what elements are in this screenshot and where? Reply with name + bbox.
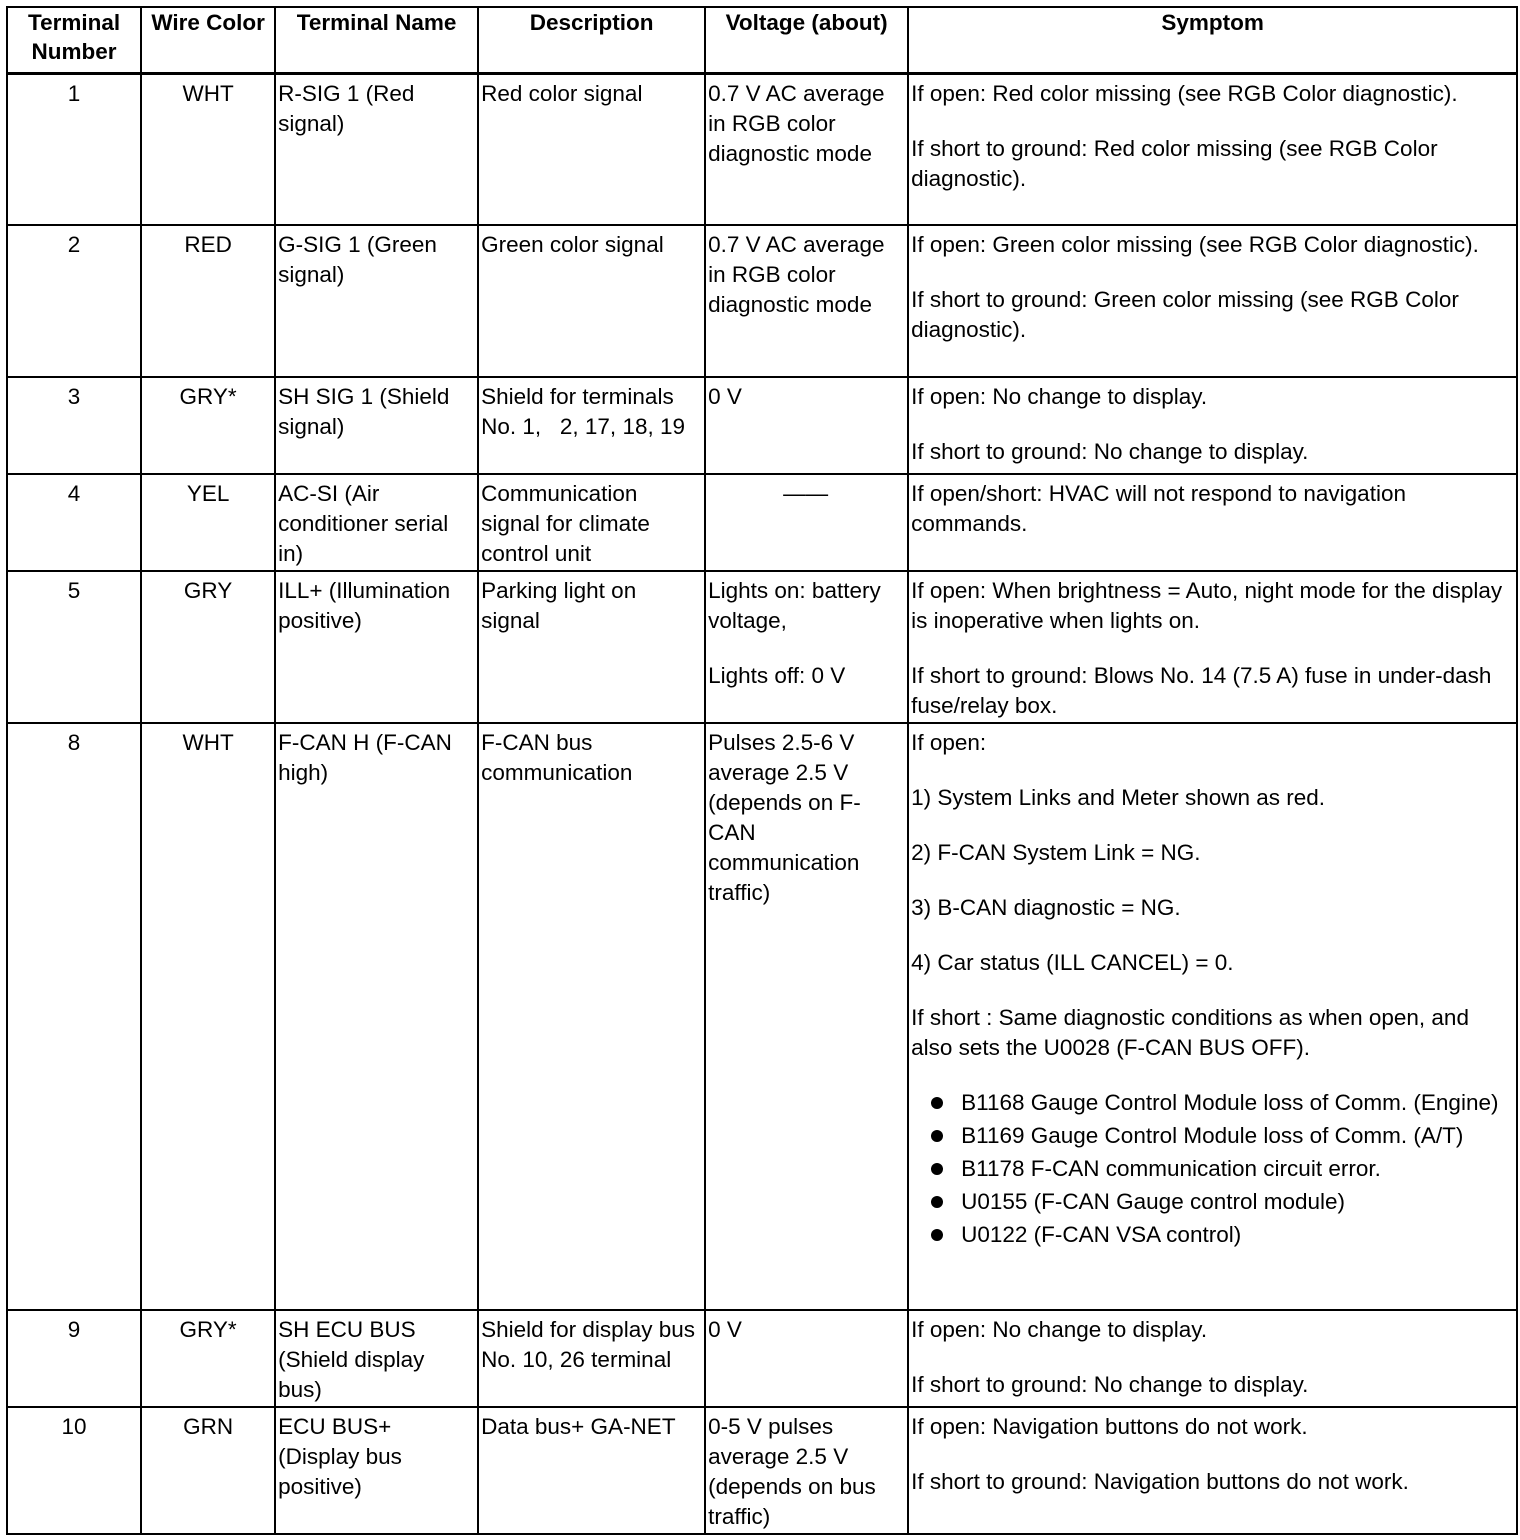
bullet-icon (931, 1229, 943, 1241)
header-row (7, 7, 1517, 73)
table-row (7, 1310, 1517, 1407)
list-item (931, 1121, 1512, 1151)
header-description: Description (478, 7, 705, 73)
symptom-line: If short to ground: No change to display. (911, 1372, 1309, 1397)
table-row (7, 723, 1517, 1310)
terminal-name: ECU BUS+ (Display bus positive) (275, 1407, 478, 1534)
voltage: 0.7 V AC average in RGB color diagnostic mode (705, 73, 908, 225)
terminal-name: SH SIG 1 (Shield signal) (275, 377, 478, 474)
list-item (931, 1220, 1512, 1250)
bullet-icon (931, 1163, 943, 1175)
wire-color: WHT (141, 73, 275, 225)
table-row (7, 73, 1517, 225)
wire-color: GRY (141, 571, 275, 723)
code-list (911, 1088, 1512, 1250)
symptom-line: If open/short: HVAC will not respond to navigation commands. (911, 481, 1406, 536)
symptom-line: 3) B-CAN diagnostic = NG. (911, 895, 1181, 920)
symptom-line: If open: Red color missing (see RGB Color diagnostic). (911, 80, 1458, 106)
description: Shield for terminals No. 1, 2, 17, 18, 19 (478, 377, 705, 474)
symptom-line: If short : Same diagnostic conditions as when open, and also sets the U0028 (F-CAN BUS OFF). (911, 1005, 1469, 1060)
description: Shield for display bus No. 10, 26 terminal (478, 1310, 705, 1407)
symptom (908, 1407, 1517, 1534)
wire-color: YEL (141, 474, 275, 571)
description: Green color signal (478, 225, 705, 377)
voltage: 0 V (705, 1310, 908, 1407)
header-terminal-number: Terminal Number (7, 7, 141, 73)
code-text: B1168 Gauge Control Module loss of Comm. (Engine) (961, 1090, 1499, 1115)
terminal-name: ILL+ (Illumination positive) (275, 571, 478, 723)
code-text: B1178 F-CAN communication circuit error. (961, 1156, 1381, 1181)
description: F-CAN bus communication (478, 723, 705, 1310)
symptom (908, 474, 1517, 571)
symptom-line: If short to ground: Blows No. 14 (7.5 A) fuse in under-dash fuse/relay box. (911, 663, 1492, 718)
symptom-line: If open: Green color missing (see RGB Color diagnostic). (911, 232, 1479, 257)
description: Data bus+ GA-NET (478, 1407, 705, 1534)
terminal-number: 10 (7, 1407, 141, 1534)
symptom-line: 2) F-CAN System Link = NG. (911, 840, 1201, 865)
symptom-line: If open: Navigation buttons do not work. (911, 1414, 1308, 1439)
terminal-number: 3 (7, 377, 141, 474)
symptom (908, 1310, 1517, 1407)
voltage: 0-5 V pulses average 2.5 V (depends on bus traffic) (705, 1407, 908, 1534)
symptom-line: If open: When brightness = Auto, night mode for the display is inoperative when lights on. (911, 578, 1503, 633)
wire-color: RED (141, 225, 275, 377)
symptom-line: If short to ground: Navigation buttons do not work. (911, 1469, 1409, 1494)
terminal-number: 1 (7, 73, 141, 225)
wire-color: GRN (141, 1407, 275, 1534)
list-item (931, 1088, 1512, 1118)
symptom (908, 571, 1517, 723)
terminal-name: SH ECU BUS (Shield display bus) (275, 1310, 478, 1407)
symptom (908, 73, 1517, 225)
symptom (908, 225, 1517, 377)
symptom-line: If short to ground: Green color missing (see RGB Color diagnostic). (911, 287, 1459, 342)
wire-color: GRY* (141, 377, 275, 474)
code-text: U0155 (F-CAN Gauge control module) (961, 1189, 1346, 1214)
wire-color: WHT (141, 723, 275, 1310)
table-row (7, 1407, 1517, 1534)
terminal-name: F-CAN H (F-CAN high) (275, 723, 478, 1310)
voltage (705, 571, 908, 723)
symptom-line: If short to ground: No change to display. (911, 439, 1309, 464)
terminal-number: 4 (7, 474, 141, 571)
voltage: —— (705, 474, 908, 571)
header-wire-color: Wire Color (141, 7, 275, 73)
terminal-number: 2 (7, 225, 141, 377)
list-item (931, 1154, 1512, 1184)
voltage: 0 V (705, 377, 908, 474)
header-voltage: Voltage (about) (705, 7, 908, 73)
terminal-name: G-SIG 1 (Green signal) (275, 225, 478, 377)
table-row (7, 571, 1517, 723)
bullet-icon (931, 1097, 943, 1109)
symptom-line: 1) System Links and Meter shown as red. (911, 785, 1326, 810)
voltage-line: Lights off: 0 V (708, 663, 846, 688)
bullet-icon (931, 1130, 943, 1142)
terminal-table (6, 6, 1518, 1535)
description: Communication signal for climate control unit (478, 474, 705, 571)
table-row (7, 225, 1517, 377)
voltage-line: Lights on: battery voltage, (708, 578, 881, 633)
terminal-number: 5 (7, 571, 141, 723)
table-row (7, 377, 1517, 474)
symptom (908, 377, 1517, 474)
symptom-line: If open: (911, 730, 987, 755)
symptom (908, 723, 1517, 1310)
header-terminal-name: Terminal Name (275, 7, 478, 73)
symptom-line: If short to ground: Red color missing (see RGB Color diagnostic). (911, 135, 1438, 191)
bullet-icon (931, 1196, 943, 1208)
terminal-number: 9 (7, 1310, 141, 1407)
symptom-line: 4) Car status (ILL CANCEL) = 0. (911, 950, 1234, 975)
list-item (931, 1187, 1512, 1217)
description: Parking light on signal (478, 571, 705, 723)
header-symptom: Symptom (908, 7, 1517, 73)
symptom-line: If open: No change to display. (911, 384, 1208, 409)
code-text: U0122 (F-CAN VSA control) (961, 1222, 1242, 1247)
description: Red color signal (478, 73, 705, 225)
code-text: B1169 Gauge Control Module loss of Comm. (A/T) (961, 1123, 1464, 1148)
symptom-line: If open: No change to display. (911, 1317, 1208, 1342)
voltage: 0.7 V AC average in RGB color diagnostic mode (705, 225, 908, 377)
wire-color: GRY* (141, 1310, 275, 1407)
terminal-name: AC-SI (Air conditioner serial in) (275, 474, 478, 571)
table-row (7, 474, 1517, 571)
voltage: Pulses 2.5-6 V average 2.5 V (depends on F-CAN communication traffic) (705, 723, 908, 1310)
terminal-name: R-SIG 1 (Red signal) (275, 73, 478, 225)
terminal-number: 8 (7, 723, 141, 1310)
